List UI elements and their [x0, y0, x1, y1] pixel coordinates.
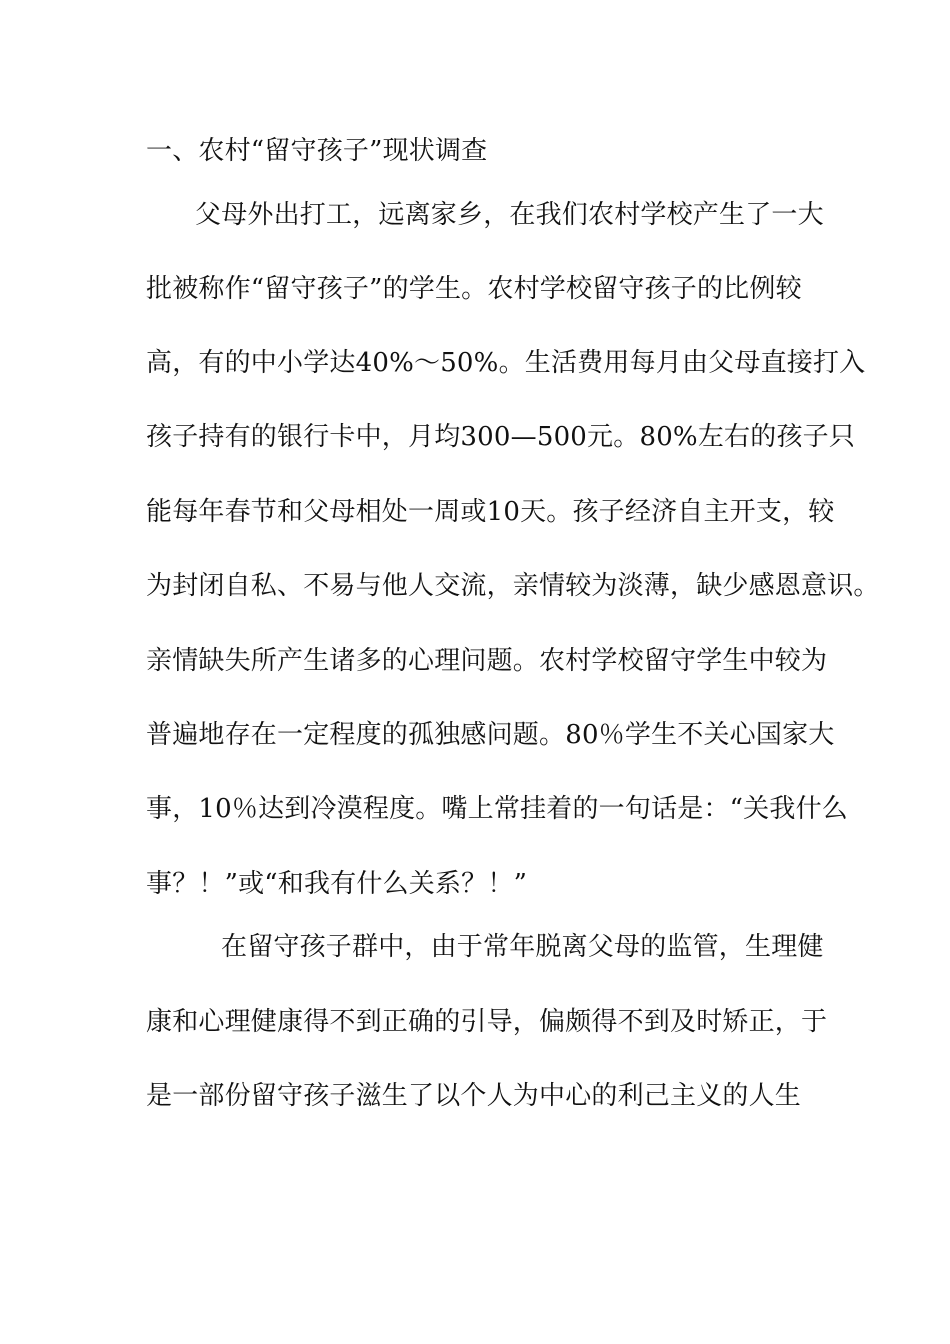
paragraph-line-5: 能每年春节和父母相处一周或10天。孩子经济自主开支，较	[146, 497, 835, 527]
paragraph2-line-1: 在留守孩子群中，由于常年脱离父母的监管，生理健	[221, 932, 824, 962]
paragraph-line-4: 孩子持有的银行卡中，月均300—500元。80%左右的孩子只	[146, 422, 856, 452]
paragraph-line-7: 亲情缺失所产生诸多的心理问题。农村学校留守学生中较为	[146, 646, 828, 676]
paragraph2-line-2: 康和心理健康得不到正确的引导，偏颇得不到及时矫正，于	[146, 1007, 828, 1037]
paragraph-line-3: 高，有的中小学达40%～50%。生活费用每月由父母直接打入	[146, 348, 866, 378]
paragraph2-line-3: 是一部份留守孩子滋生了以个人为中心的利己主义的人生	[146, 1081, 802, 1111]
paragraph-line-8: 普遍地存在一定程度的孤独感问题。80％学生不关心国家大	[146, 720, 835, 750]
paragraph-line-2: 批被称作“留守孩子”的学生。农村学校留守孩子的比例较	[146, 274, 802, 304]
paragraph-line-9: 事，10％达到冷漠程度。嘴上常挂着的一句话是：“关我什么	[146, 794, 848, 824]
section-heading: 一、农村“留守孩子”现状调查	[146, 136, 488, 166]
paragraph-line-10: 事？！”或“和我有什么关系？！”	[146, 869, 528, 899]
paragraph-line-6: 为封闭自私、不易与他人交流，亲情较为淡薄，缺少感恩意识。	[146, 571, 880, 601]
paragraph-line-1: 父母外出打工，远离家乡，在我们农村学校产生了一大	[195, 200, 824, 230]
